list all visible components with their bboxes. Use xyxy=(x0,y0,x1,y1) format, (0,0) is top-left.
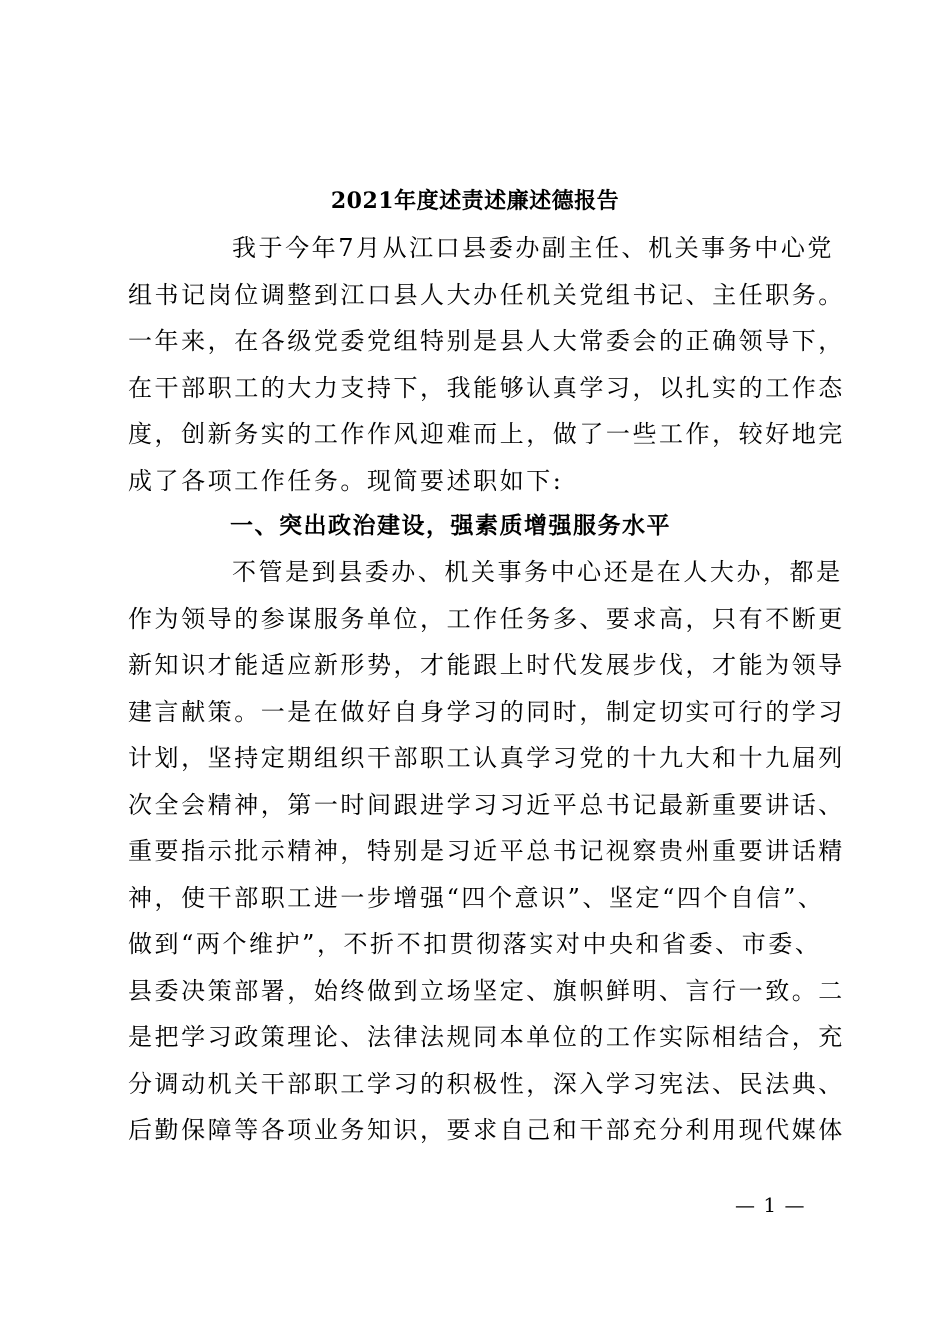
paragraph-line: 建言献策。一是在做好自身学习的同时，制定切实可行的学习 xyxy=(128,697,845,726)
paragraph-line: 神，使干部职工进一步增强“四个意识”、坚定“四个自信”、 xyxy=(128,883,825,912)
page-number: — 1 — xyxy=(735,1193,806,1217)
paragraph-line: 计划，坚持定期组织干部职工认真学习党的十九大和十九届列 xyxy=(128,744,845,772)
paragraph-line: 一年来，在各级党委党组特别是县人大常委会的正确领导下， xyxy=(128,327,845,355)
paragraph-line: 作为领导的参谋服务单位，工作任务多、要求高，只有不断更 xyxy=(128,604,845,633)
paragraph-line: 做到“两个维护”，不折不扣贯彻落实对中央和省委、市委、 xyxy=(128,930,822,958)
paragraph-line: 分调动机关干部职工学习的积极性，深入学习宪法、民法典、 xyxy=(128,1069,845,1098)
paragraph-line: 我于今年7月从江口县委办副主任、机关事务中心党 xyxy=(232,234,834,262)
paragraph-line: 在干部职工的大力支持下，我能够认真学习，以扎实的工作态 xyxy=(128,373,845,402)
paragraph-line: 后勤保障等各项业务知识，要求自己和干部充分利用现代媒体 xyxy=(128,1116,845,1144)
paragraph-line: 是把学习政策理论、法律法规同本单位的工作实际相结合，充 xyxy=(128,1023,845,1051)
paragraph-section1 xyxy=(128,549,845,1154)
paragraph-intro xyxy=(128,225,845,504)
paragraph-line: 成了各项工作任务。现简要述职如下: xyxy=(128,466,564,495)
paragraph-line: 重要指示批示精神，特别是习近平总书记视察贵州重要讲话精 xyxy=(128,837,845,865)
paragraph-line: 次全会精神，第一时间跟进学习习近平总书记最新重要讲话、 xyxy=(128,790,845,819)
section-heading: 一、突出政治建设，强素质增强服务水平 xyxy=(230,513,671,539)
paragraph-line: 新知识才能适应新形势，才能跟上时代发展步伐，才能为领导 xyxy=(128,651,845,679)
paragraph-line: 组书记岗位调整到江口县人大办任机关党组书记、主任职务。 xyxy=(128,280,845,309)
document-title: 2021年度述责述廉述德报告 xyxy=(330,188,620,214)
paragraph-line: 不管是到县委办、机关事务中心还是在人大办，都是 xyxy=(232,558,843,586)
paragraph-line: 度，创新务实的工作作风迎难而上，做了一些工作，较好地完 xyxy=(128,420,845,448)
paragraph-line: 县委决策部署，始终做到立场坚定、旗帜鲜明、言行一致。二 xyxy=(128,976,845,1005)
